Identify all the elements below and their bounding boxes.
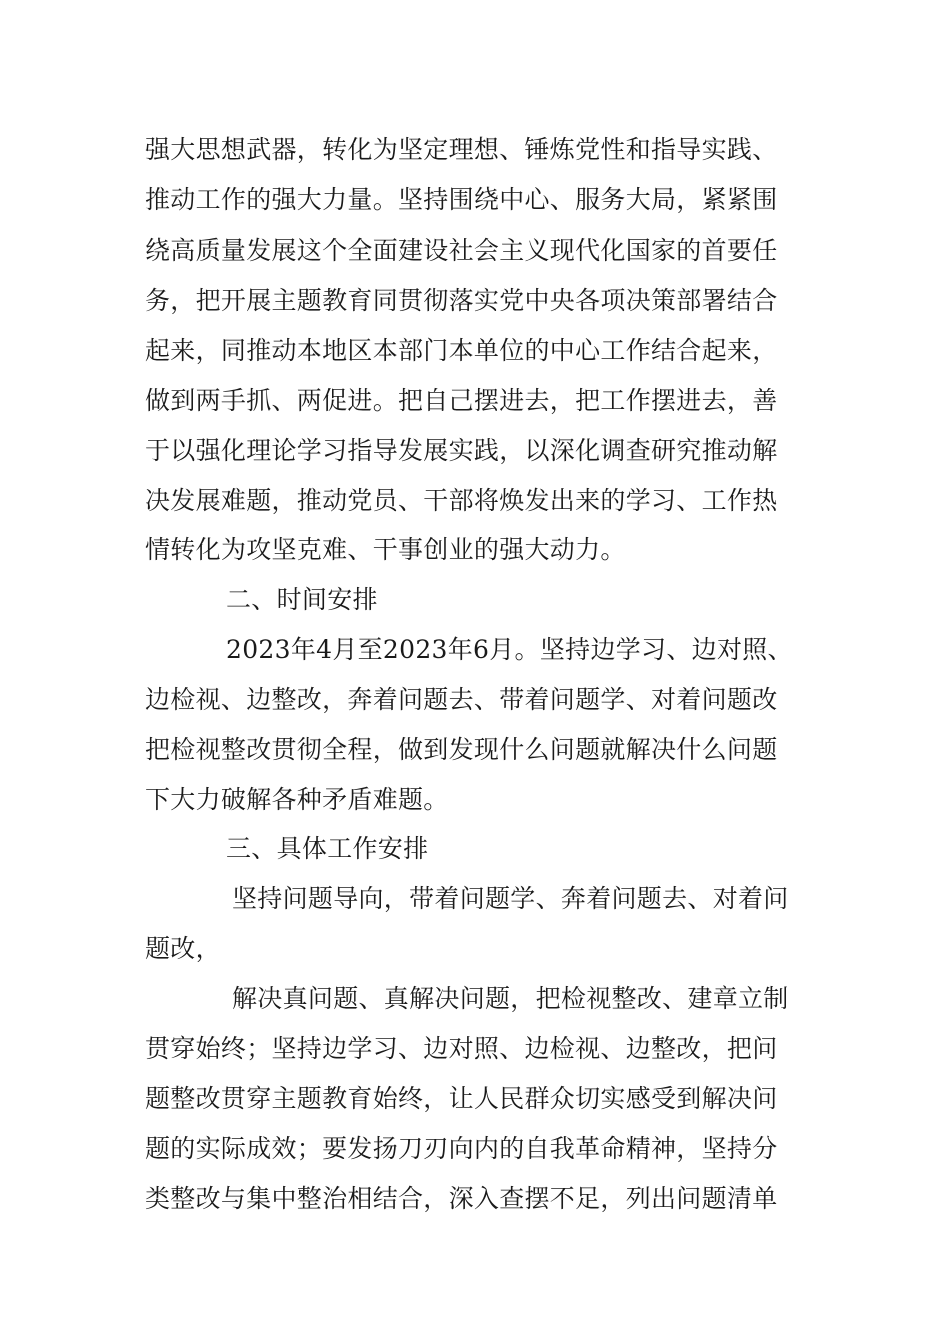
body-line: 务，把开展主题教育同贯彻落实党中央各项决策部署结合 [145, 286, 778, 315]
section-heading-work: 三、具体工作安排 [226, 834, 429, 863]
section-heading-time: 二、时间安排 [226, 585, 378, 614]
body-line: 把检视整改贯彻全程，做到发现什么问题就解决什么问题 [145, 735, 778, 764]
body-line: 2023年4月至2023年6月。坚持边学习、边对照、 [226, 635, 793, 664]
body-line: 题的实际成效；要发扬刀刃向内的自我革命精神，坚持分 [145, 1134, 778, 1163]
body-line: 起来，同推动本地区本部门本单位的中心工作结合起来， [145, 336, 778, 365]
body-line: 下大力破解各种矛盾难题。 [145, 785, 449, 814]
body-line: 类整改与集中整治相结合，深入查摆不足，列出问题清单 [145, 1184, 778, 1213]
body-line: 情转化为攻坚克难、干事创业的强大动力。 [145, 535, 626, 564]
body-line: 推动工作的强大力量。坚持围绕中心、服务大局，紧紧围 [145, 185, 778, 214]
body-line: 决发展难题，推动党员、干部将焕发出来的学习、工作热 [145, 486, 778, 515]
body-line: 于以强化理论学习指导发展实践，以深化调查研究推动解 [145, 436, 778, 465]
body-line: 题改， [145, 934, 221, 963]
body-line: 边检视、边整改，奔着问题去、带着问题学、对着问题改 [145, 685, 778, 714]
body-line: 题整改贯穿主题教育始终，让人民群众切实感受到解决问 [145, 1084, 778, 1113]
body-line: 绕高质量发展这个全面建设社会主义现代化国家的首要任 [145, 236, 778, 265]
body-line: 解决真问题、真解决问题，把检视整改、建章立制 [232, 984, 789, 1013]
body-line: 贯穿始终；坚持边学习、边对照、边检视、边整改，把问 [145, 1034, 778, 1063]
body-line: 做到两手抓、两促进。把自己摆进去，把工作摆进去，善 [145, 386, 778, 415]
body-line: 强大思想武器，转化为坚定理想、锤炼党性和指导实践、 [145, 135, 778, 164]
body-line: 坚持问题导向，带着问题学、奔着问题去、对着问 [232, 884, 789, 913]
